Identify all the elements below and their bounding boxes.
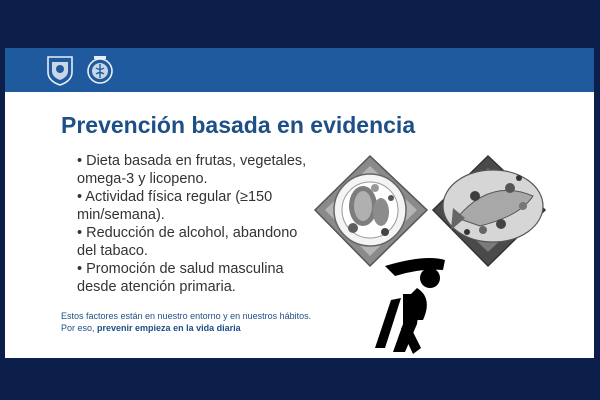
header-bar bbox=[5, 48, 594, 92]
stretching-person-icon bbox=[375, 258, 445, 354]
footer-line-1: Estos factores están en nuestro entorno y en nuestros hábitos. bbox=[61, 311, 312, 321]
bullet-item: • Dieta basada en frutas, vegetales, omega-3 y licopeno. bbox=[77, 153, 307, 187]
faculty-medicine-logo bbox=[85, 54, 115, 86]
slide bbox=[5, 48, 594, 358]
healthy-lifestyle-illustration bbox=[305, 148, 555, 358]
bullet-item: • Reducción de alcohol, abandono del tabaco. bbox=[77, 225, 298, 259]
unam-shield-logo bbox=[45, 54, 75, 86]
bullet-item: • Actividad física regular (≥150 min/semana). bbox=[77, 189, 273, 223]
slide-title: Prevención basada en evidencia bbox=[61, 112, 416, 138]
footer-line-2-bold: prevenir empieza en la vida diaria bbox=[97, 323, 241, 333]
bullet-item: • Promoción de salud masculina desde atención primaria. bbox=[77, 261, 284, 295]
plate-with-fish-icon bbox=[315, 156, 427, 266]
bullet-list bbox=[77, 152, 317, 296]
footer-line-2-prefix: Por eso, bbox=[61, 323, 98, 333]
plate-with-salmon-icon bbox=[433, 156, 545, 266]
